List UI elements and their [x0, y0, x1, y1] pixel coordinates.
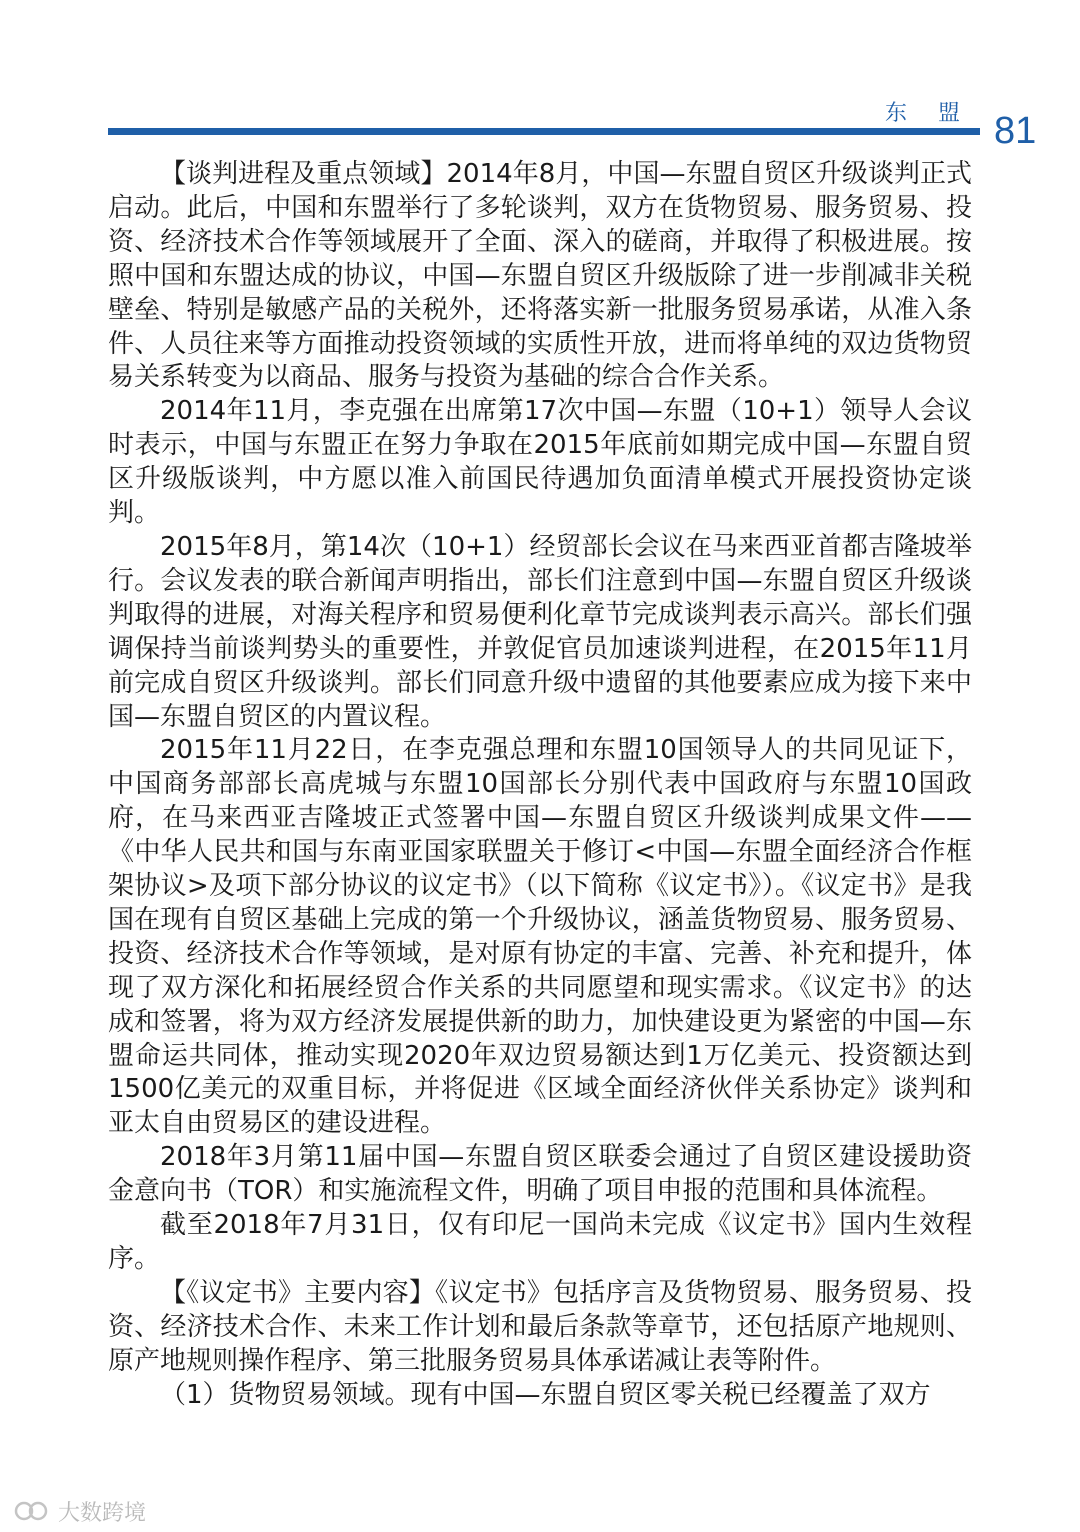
paragraph: 【谈判进程及重点领域】2014年8月，中国—东盟自贸区升级谈判正式启动。此后，中国和东盟举行了多轮谈判，双方在货物贸易、服务贸易、投资、经济技术合作等领域展开了全面、深入的磋商，并取得了积极进展。按照中国和东盟达成的协议，中国—东盟自贸区升级版除了进一步削减非关税壁垒、特别是敏感产品的关税外，还将落实新一批服务贸易承诺，从准入条件、人员往来等方面推动投资领域的实质性开放，进而将单纯的双边货物贸易关系转变为以商品、服务与投资为基础的综合合作关系。 — [108, 159, 972, 393]
paragraph: 2014年11月，李克强在出席第17次中国—东盟（10+1）领导人会议时表示，中国与东盟正在努力争取在2015年底前如期完成中国—东盟自贸区升级版谈判，中方愿以准入前国民待遇加负面清单模式开展投资协定谈判。 — [108, 396, 972, 529]
watermark-logo-icon — [14, 1498, 50, 1524]
paragraph: 2018年3月第11届中国—东盟自贸区联委会通过了自贸区建设援助资金意向书（TOR）和实施流程文件，明确了项目申报的范围和具体流程。 — [108, 1142, 972, 1207]
header-rule — [108, 128, 980, 135]
watermark — [14, 1496, 146, 1526]
paragraph: 【《议定书》主要内容】《议定书》包括序言及货物贸易、服务贸易、投资、经济技术合作、未来工作计划和最后条款等章节，还包括原产地规则、原产地规则操作程序、第三批服务贸易具体承诺减让表等附件。 — [108, 1277, 972, 1376]
body-text — [108, 158, 972, 1413]
paragraph: （1）货物贸易领域。现有中国—东盟自贸区零关税已经覆盖了双方 — [160, 1379, 931, 1410]
paragraph: 截至2018年7月31日，仅有印尼一国尚未完成《议定书》国内生效程序。 — [108, 1210, 972, 1274]
section-title: 东 盟 — [885, 101, 972, 126]
page-number: 81 — [994, 110, 1037, 152]
paragraph: 2015年8月，第14次（10+1）经贸部长会议在马来西亚首都吉隆坡举行。会议发表的联合新闻声明指出，部长们注意到中国—东盟自贸区升级谈判取得的进展，对海关程序和贸易便利化章节完成谈判表示高兴。部长们强调保持当前谈判势头的重要性，并敦促官员加速谈判进程，在2015年11月前完成自贸区升级谈判。部长们同意升级中遗留的其他要素应成为接下来中国—东盟自贸区的内置议程。 — [108, 531, 972, 732]
paragraph: 2015年11月22日，在李克强总理和东盟10国领导人的共同见证下，中国商务部部长高虎城与东盟10国部长分别代表中国政府与东盟10国政府，在马来西亚吉隆坡正式签署中国—东盟自贸区升级谈判成果文件——《中华人民共和国与东南亚国家联盟关于修订<中国—东盟全面经济合作框架协议>及项下部分协议的议定书》（以下简称《议定书》）。《议定书》是我国在现有自贸区基础上完成的第一个升级协议，涵盖货物贸易、服务贸易、投资、经济技术合作等领域，是对原有协定的丰富、完善、补充和提升，体现了双方深化和拓展经贸合作关系的共同愿望和现实需求。《议定书》的达成和签署，将为双方经济发展提供新的助力，加快建设更为紧密的中国—东盟命运共同体，推动实现2020年双边贸易额达到1万亿美元、投资额达到1500亿美元的双重目标，并将促进《区域全面经济伙伴关系协定》谈判和亚太自由贸易区的建设进程。 — [108, 735, 972, 1139]
watermark-text: 大数跨境 — [58, 1500, 147, 1526]
